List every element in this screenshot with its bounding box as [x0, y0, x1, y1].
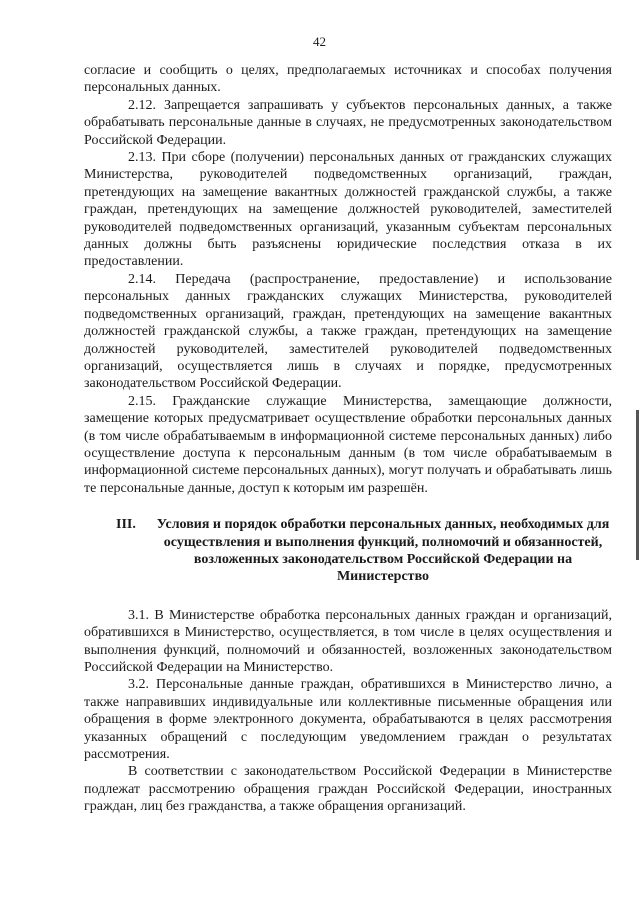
document-body: [84, 62, 612, 816]
paragraph-3-2: 3.2. Персональные данные граждан, обратившихся в Министерство лично, а также направивших индивидуальные или коллективные письменные обращения или обращения в форме электронного документа, обрабатываются в целях рассмотрения указанных обращений с последующим уведомлением граждан о результатах рассмотрения.: [84, 677, 612, 763]
paragraph-continuation: согласие и сообщить о целях, предполагаемых источниках и способах получения персональных данных.: [84, 63, 612, 96]
paragraph-2-12: 2.12. Запрещается запрашивать у субъектов персональных данных, а также обрабатывать персональные данные в случаях, не предусмотренных законодательством Российской Федерации.: [84, 97, 612, 148]
section-title: Условия и порядок обработки персональных данных, необходимых для осуществления и выполнения функций, полномочий и обязанностей, возложенных законодательством Российской Федерации на Министерство: [156, 517, 610, 585]
section-heading: [84, 516, 612, 586]
section-number: III.: [116, 517, 136, 533]
paragraph-3-2-continued: В соответствии с законодательством Российской Федерации в Министерстве подлежат рассмотрению обращения граждан Российской Федерации, иностранных граждан, лиц без гражданства, а также обращения организаций.: [84, 764, 612, 815]
paragraph-3-1: 3.1. В Министерстве обработка персональных данных граждан и организаций, обратившихся в Министерство, осуществляется, в том числе в целях осуществления и выполнения функций, полномочий и обязанностей, возложенных законодательством Российской Федерации на Министерство.: [84, 607, 612, 675]
paragraph-2-15: 2.15. Гражданские служащие Министерства, замещающие должности, замещение которых предусматривает осуществление обработки персональных данных (в том числе обрабатываемым в информационной системе персональных данных) либо осуществление доступа к персональным данным (в том числе обрабатываемым в информационной системе персональных данных), могут получать и обрабатывать лишь те персональные данные, доступ к которым им разрешён.: [84, 393, 612, 496]
paragraph-2-14: 2.14. Передача (распространение, предоставление) и использование персональных данных гражданских служащих Министерства, руководителей подведомственных организаций, граждан, претендующих на замещение вакантных должностей гражданской службы, а также граждан, претендующих на замещение должностей руководителей, заместителей руководителей подведомственных организаций, осуществляется лишь в случаях и порядке, предусмотренных законодательством Российской Федерации.: [84, 271, 612, 392]
paragraph-2-13: 2.13. При сборе (получении) персональных данных от гражданских служащих Министерства, руководителей подведомственных организаций, граждан, претендующих на замещение вакантных должностей гражданской службы, а также граждан, претендующих на замещение должностей руководителей, заместителей руководителей подведомственных организаций, указанным субъектам персональных данных должны быть разъяснены юридические последствия отказа в их предоставлении.: [84, 150, 612, 270]
page-number: 42: [313, 34, 326, 49]
